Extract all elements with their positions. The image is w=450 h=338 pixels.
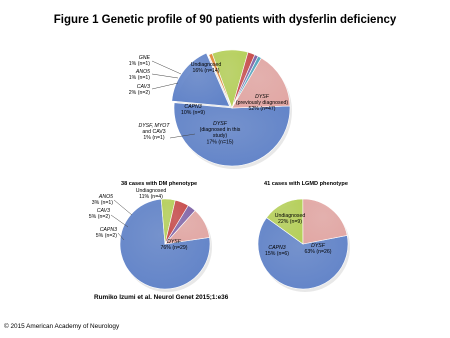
slice-label-cav3-4: CAV3 2% (n=2) <box>128 84 150 97</box>
slice-label-dysf-0: DYSF 76% (n=29) <box>160 239 188 252</box>
slice-label-undiagnosed-7: Undiagnosed 16% (n=14) <box>190 62 222 75</box>
dm-phenotype-title: 38 cases with DM phenotype <box>121 181 198 187</box>
slice-label-undiagnosed-2: Undiagnosed 22% (n=9) <box>274 213 306 226</box>
slice-label-capn3-3: CAPN3 10% (n=9) <box>180 104 206 117</box>
slice-label-capn3-1: CAPN3 15% (n=6) <box>264 245 290 258</box>
slice-label-dysf-myot-2: DYSF, MYOT and CAV3 1% (n=1) <box>138 123 170 142</box>
copyright: © 2015 American Academy of Neurology <box>4 323 120 330</box>
pie-chart-lgmd <box>258 199 350 292</box>
figure-title: Figure 1 Genetic profile of 90 patients with dysferlin deficiency <box>53 14 397 26</box>
leader-line-cav3 <box>152 83 178 89</box>
pie-chart-dm <box>89 188 212 292</box>
leader-line-ano5 <box>152 74 178 78</box>
pie-chart-overall <box>129 50 292 169</box>
slice-label-capn3-1: CAPN3 5% (n=2) <box>95 227 117 240</box>
slice-label-dysf-0: DYSF (previously diagnosed) 52% (n=47) <box>235 94 289 113</box>
slice-label-dysf-0: DYSF 63% (n=26) <box>304 243 332 256</box>
slice-label-ano5-5: ANO5 1% (n=1) <box>128 69 150 82</box>
slice-label-ano5-3: ANO5 3% (n=1) <box>91 194 113 207</box>
lgmd-phenotype-title: 41 cases with LGMD phenotype <box>264 181 348 187</box>
citation: Rumiko Izumi et al. Neurol Genet 2015;1:e36 <box>94 294 229 301</box>
slice-label-undiagnosed-4: Undiagnosed 11% (n=4) <box>135 188 167 201</box>
slice-label-gne-6: GNE 1% (n=1) <box>128 55 150 68</box>
leader-line-ano5 <box>114 200 132 215</box>
slice-label-dysf-1: DYSF (diagnosed in this study) 17% (n=15) <box>199 121 241 146</box>
leader-line-gne <box>152 61 181 74</box>
leader-line-cav3 <box>111 215 128 227</box>
slice-label-cav3-2: CAV3 5% (n=2) <box>88 208 110 221</box>
